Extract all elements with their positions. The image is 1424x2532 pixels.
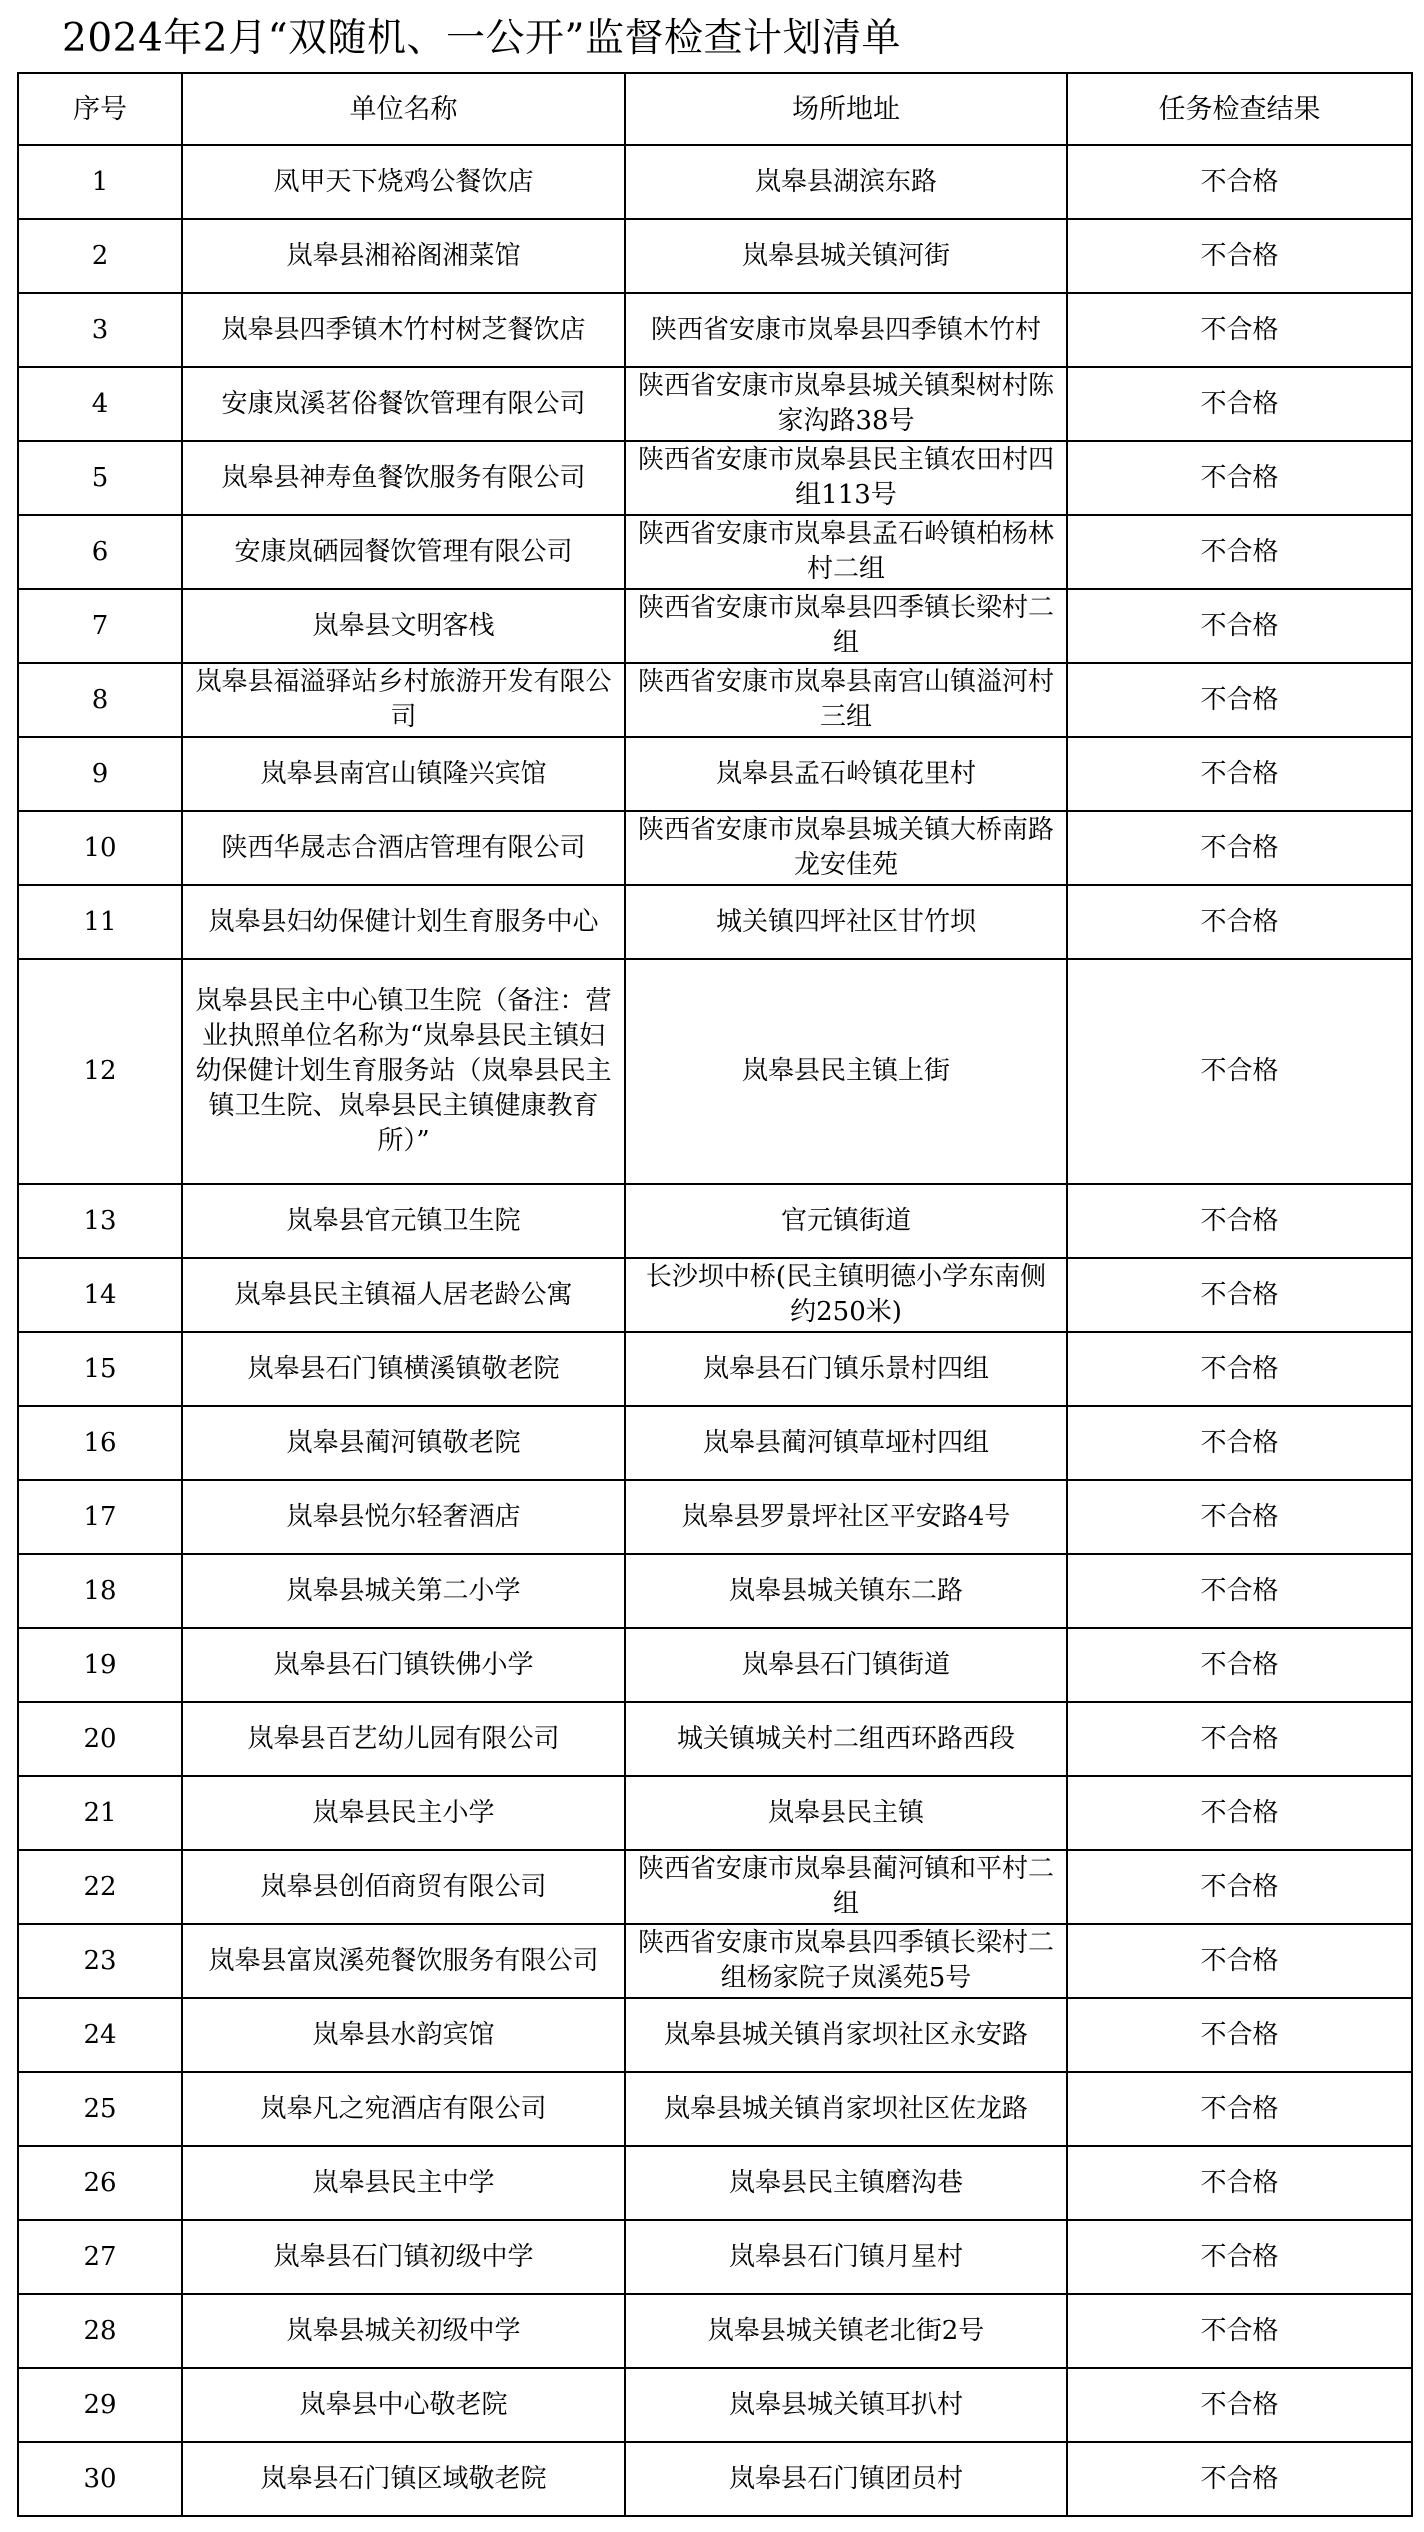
cell-name: 岚皋县石门镇初级中学	[182, 2220, 625, 2294]
cell-address: 岚皋县石门镇团员村	[625, 2442, 1067, 2516]
cell-name: 岚皋县中心敬老院	[182, 2368, 625, 2442]
table-row	[18, 1480, 1412, 1554]
cell-address: 岚皋县石门镇月星村	[625, 2220, 1067, 2294]
cell-address: 陕西省安康市岚皋县城关镇大桥南路龙安佳苑	[625, 811, 1067, 885]
cell-name: 岚皋县悦尔轻奢酒店	[182, 1480, 625, 1554]
cell-no: 10	[18, 811, 182, 885]
table-row	[18, 2368, 1412, 2442]
cell-no: 25	[18, 2072, 182, 2146]
cell-result: 不合格	[1067, 589, 1412, 663]
cell-result: 不合格	[1067, 1332, 1412, 1406]
cell-result: 不合格	[1067, 1406, 1412, 1480]
cell-no: 24	[18, 1998, 182, 2072]
cell-no: 9	[18, 737, 182, 811]
cell-address: 长沙坝中桥(民主镇明德小学东南侧约250米)	[625, 1258, 1067, 1332]
cell-address: 陕西省安康市岚皋县孟石岭镇柏杨林村二组	[625, 515, 1067, 589]
cell-address: 岚皋县湖滨东路	[625, 145, 1067, 219]
cell-address: 岚皋县城关镇肖家坝社区永安路	[625, 1998, 1067, 2072]
page-title: 2024年2月“双随机、一公开”监督检查计划清单	[62, 16, 901, 61]
cell-address: 岚皋县石门镇街道	[625, 1628, 1067, 1702]
cell-no: 28	[18, 2294, 182, 2368]
cell-no: 13	[18, 1184, 182, 1258]
table-row	[18, 1850, 1412, 1924]
cell-name: 岚皋县官元镇卫生院	[182, 1184, 625, 1258]
cell-no: 20	[18, 1702, 182, 1776]
cell-name: 岚皋县城关第二小学	[182, 1554, 625, 1628]
table-row	[18, 515, 1412, 589]
cell-name: 岚皋县民主中学	[182, 2146, 625, 2220]
cell-no: 23	[18, 1924, 182, 1998]
cell-no: 5	[18, 441, 182, 515]
cell-address: 岚皋县民主镇磨沟巷	[625, 2146, 1067, 2220]
cell-name: 岚皋县南宫山镇隆兴宾馆	[182, 737, 625, 811]
cell-name: 岚皋凡之宛酒店有限公司	[182, 2072, 625, 2146]
table-row	[18, 145, 1412, 219]
table-row	[18, 219, 1412, 293]
cell-name: 岚皋县民主镇福人居老龄公寓	[182, 1258, 625, 1332]
cell-no: 16	[18, 1406, 182, 1480]
cell-result: 不合格	[1067, 515, 1412, 589]
cell-address: 城关镇四坪社区甘竹坝	[625, 885, 1067, 959]
table-row	[18, 663, 1412, 737]
table-row	[18, 1924, 1412, 1998]
cell-name: 岚皋县城关初级中学	[182, 2294, 625, 2368]
cell-result: 不合格	[1067, 219, 1412, 293]
cell-result: 不合格	[1067, 441, 1412, 515]
table-row	[18, 885, 1412, 959]
cell-result: 不合格	[1067, 1258, 1412, 1332]
table-row	[18, 811, 1412, 885]
cell-address: 陕西省安康市岚皋县蔺河镇和平村二组	[625, 1850, 1067, 1924]
cell-result: 不合格	[1067, 367, 1412, 441]
table-row	[18, 1702, 1412, 1776]
table-row	[18, 2146, 1412, 2220]
cell-address: 岚皋县民主镇上街	[625, 959, 1067, 1184]
cell-no: 14	[18, 1258, 182, 1332]
table-row	[18, 367, 1412, 441]
cell-result: 不合格	[1067, 2146, 1412, 2220]
cell-no: 3	[18, 293, 182, 367]
cell-no: 22	[18, 1850, 182, 1924]
cell-no: 30	[18, 2442, 182, 2516]
table-row	[18, 441, 1412, 515]
header-address: 场所地址	[625, 73, 1067, 145]
cell-no: 29	[18, 2368, 182, 2442]
cell-result: 不合格	[1067, 293, 1412, 367]
cell-name: 岚皋县湘裕阁湘菜馆	[182, 219, 625, 293]
table-row	[18, 1998, 1412, 2072]
cell-address: 岚皋县城关镇河街	[625, 219, 1067, 293]
cell-address: 陕西省安康市岚皋县南宫山镇溢河村三组	[625, 663, 1067, 737]
cell-address: 岚皋县罗景坪社区平安路4号	[625, 1480, 1067, 1554]
header-no: 序号	[18, 73, 182, 145]
table-row	[18, 293, 1412, 367]
cell-address: 岚皋县蔺河镇草垭村四组	[625, 1406, 1067, 1480]
cell-result: 不合格	[1067, 1702, 1412, 1776]
cell-result: 不合格	[1067, 2368, 1412, 2442]
cell-name: 凤甲天下烧鸡公餐饮店	[182, 145, 625, 219]
cell-result: 不合格	[1067, 2220, 1412, 2294]
table-row	[18, 1332, 1412, 1406]
cell-no: 7	[18, 589, 182, 663]
cell-address: 岚皋县城关镇肖家坝社区佐龙路	[625, 2072, 1067, 2146]
cell-address: 陕西省安康市岚皋县城关镇梨树村陈家沟路38号	[625, 367, 1067, 441]
cell-result: 不合格	[1067, 1850, 1412, 1924]
cell-result: 不合格	[1067, 2442, 1412, 2516]
cell-no: 11	[18, 885, 182, 959]
cell-address: 岚皋县孟石岭镇花里村	[625, 737, 1067, 811]
cell-name: 岚皋县百艺幼儿园有限公司	[182, 1702, 625, 1776]
cell-name: 岚皋县妇幼保健计划生育服务中心	[182, 885, 625, 959]
cell-address: 陕西省安康市岚皋县四季镇长梁村二组杨家院子岚溪苑5号	[625, 1924, 1067, 1998]
cell-name: 陕西华晟志合酒店管理有限公司	[182, 811, 625, 885]
cell-name: 岚皋县创佰商贸有限公司	[182, 1850, 625, 1924]
cell-result: 不合格	[1067, 1628, 1412, 1702]
cell-name: 安康岚硒园餐饮管理有限公司	[182, 515, 625, 589]
inspection-table	[17, 72, 1413, 2517]
cell-result: 不合格	[1067, 1924, 1412, 1998]
cell-result: 不合格	[1067, 1480, 1412, 1554]
table-row	[18, 1184, 1412, 1258]
cell-result: 不合格	[1067, 885, 1412, 959]
cell-result: 不合格	[1067, 1554, 1412, 1628]
table-header-row	[18, 73, 1412, 145]
cell-result: 不合格	[1067, 1998, 1412, 2072]
cell-name: 岚皋县文明客栈	[182, 589, 625, 663]
table-row	[18, 2220, 1412, 2294]
cell-result: 不合格	[1067, 2294, 1412, 2368]
cell-result: 不合格	[1067, 145, 1412, 219]
cell-name: 岚皋县四季镇木竹村树芝餐饮店	[182, 293, 625, 367]
table-row	[18, 737, 1412, 811]
cell-no: 6	[18, 515, 182, 589]
cell-address: 岚皋县民主镇	[625, 1776, 1067, 1850]
table-row	[18, 2294, 1412, 2368]
header-result: 任务检查结果	[1067, 73, 1412, 145]
table-row	[18, 1776, 1412, 1850]
cell-address: 陕西省安康市岚皋县四季镇长梁村二组	[625, 589, 1067, 663]
cell-name: 岚皋县石门镇区域敬老院	[182, 2442, 625, 2516]
cell-address: 岚皋县石门镇乐景村四组	[625, 1332, 1067, 1406]
cell-no: 26	[18, 2146, 182, 2220]
cell-result: 不合格	[1067, 663, 1412, 737]
cell-name: 岚皋县民主小学	[182, 1776, 625, 1850]
cell-no: 2	[18, 219, 182, 293]
cell-name: 岚皋县福溢驿站乡村旅游开发有限公司	[182, 663, 625, 737]
cell-no: 8	[18, 663, 182, 737]
table-row	[18, 589, 1412, 663]
cell-address: 岚皋县城关镇老北街2号	[625, 2294, 1067, 2368]
cell-no: 4	[18, 367, 182, 441]
cell-address: 岚皋县城关镇东二路	[625, 1554, 1067, 1628]
cell-name: 安康岚溪茗俗餐饮管理有限公司	[182, 367, 625, 441]
cell-address: 陕西省安康市岚皋县四季镇木竹村	[625, 293, 1067, 367]
cell-address: 岚皋县城关镇耳扒村	[625, 2368, 1067, 2442]
cell-result: 不合格	[1067, 1184, 1412, 1258]
cell-name: 岚皋县神寿鱼餐饮服务有限公司	[182, 441, 625, 515]
cell-address: 官元镇街道	[625, 1184, 1067, 1258]
table-row	[18, 1406, 1412, 1480]
cell-result: 不合格	[1067, 2072, 1412, 2146]
cell-name: 岚皋县石门镇铁佛小学	[182, 1628, 625, 1702]
cell-no: 18	[18, 1554, 182, 1628]
table-row	[18, 2072, 1412, 2146]
table-row	[18, 2442, 1412, 2516]
cell-no: 27	[18, 2220, 182, 2294]
header-name: 单位名称	[182, 73, 625, 145]
cell-address: 陕西省安康市岚皋县民主镇农田村四组113号	[625, 441, 1067, 515]
cell-no: 12	[18, 959, 182, 1184]
cell-no: 19	[18, 1628, 182, 1702]
cell-no: 17	[18, 1480, 182, 1554]
cell-name: 岚皋县水韵宾馆	[182, 1998, 625, 2072]
cell-name: 岚皋县富岚溪苑餐饮服务有限公司	[182, 1924, 625, 1998]
cell-name: 岚皋县石门镇横溪镇敬老院	[182, 1332, 625, 1406]
table-row	[18, 1628, 1412, 1702]
table-row	[18, 959, 1412, 1184]
cell-result: 不合格	[1067, 737, 1412, 811]
table-row	[18, 1554, 1412, 1628]
cell-name: 岚皋县蔺河镇敬老院	[182, 1406, 625, 1480]
cell-result: 不合格	[1067, 1776, 1412, 1850]
cell-result: 不合格	[1067, 959, 1412, 1184]
cell-address: 城关镇城关村二组西环路西段	[625, 1702, 1067, 1776]
table-row	[18, 1258, 1412, 1332]
cell-no: 1	[18, 145, 182, 219]
cell-no: 21	[18, 1776, 182, 1850]
cell-result: 不合格	[1067, 811, 1412, 885]
cell-name: 岚皋县民主中心镇卫生院（备注：营业执照单位名称为“岚皋县民主镇妇幼保健计划生育服务站（岚皋县民主镇卫生院、岚皋县民主镇健康教育所）”	[182, 959, 625, 1184]
cell-no: 15	[18, 1332, 182, 1406]
